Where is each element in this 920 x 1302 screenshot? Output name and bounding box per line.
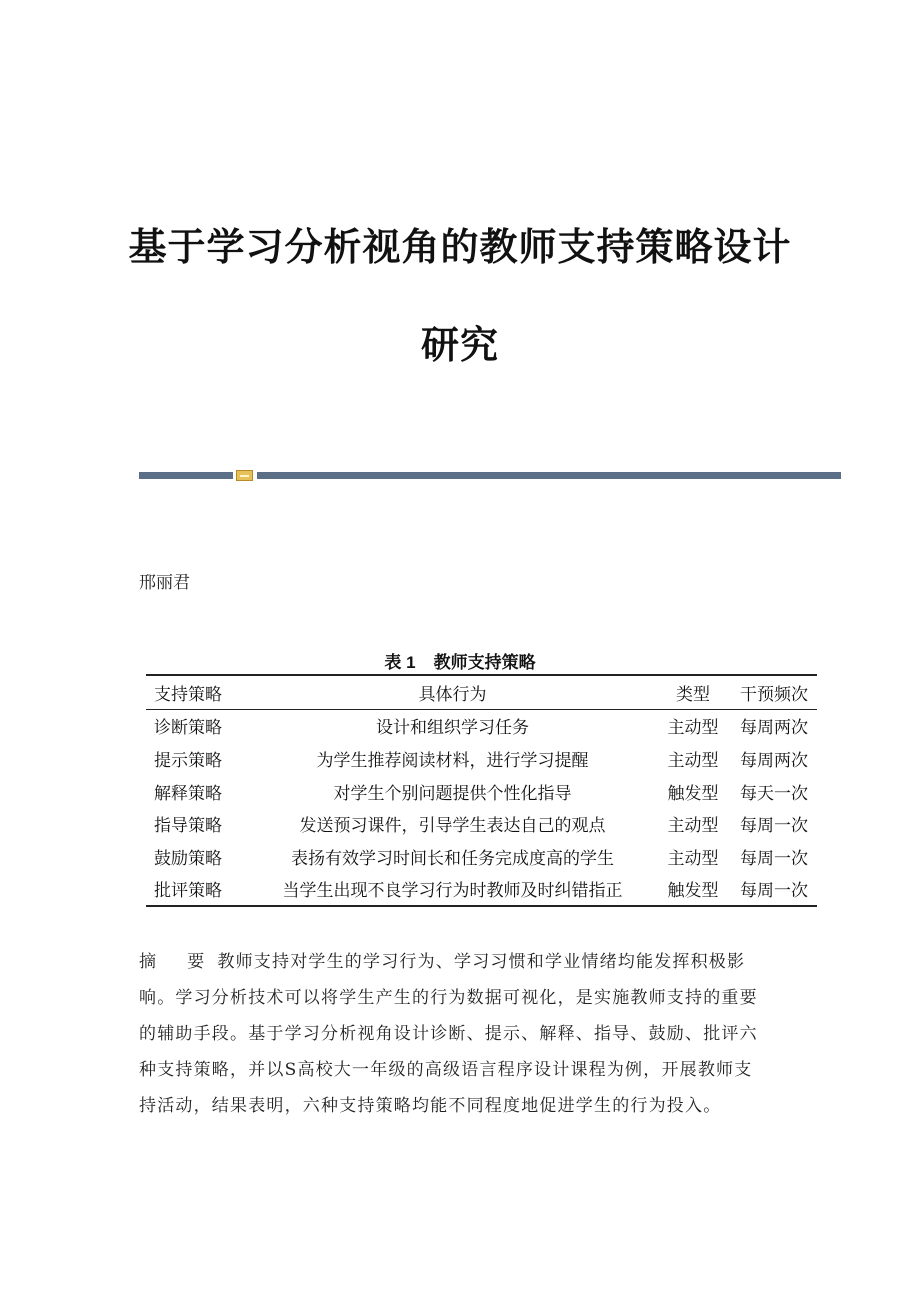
decorative-divider: [139, 470, 841, 480]
cell-strategy: 鼓励策略: [154, 848, 222, 869]
abstract-line: 持活动，结果表明，六种支持策略均能不同程度地促进学生的行为投入。: [139, 1096, 722, 1116]
strategy-table: [146, 674, 817, 907]
table-row: [146, 840, 817, 873]
cell-behavior: 设计和组织学习任务: [376, 718, 529, 739]
abstract-line: 种支持策略，并以S高校大一年级的高级语言程序设计课程为例，开展教师支: [139, 1060, 753, 1080]
page-title-line-1: 基于学习分析视角的教师支持策略设计: [128, 224, 792, 269]
cell-strategy: 批评策略: [154, 881, 222, 902]
table-row: [146, 807, 817, 840]
envelope-icon: [236, 470, 253, 481]
table-row: [146, 709, 817, 742]
cell-type: 触发型: [667, 881, 719, 902]
cell-behavior: 当学生出现不良学习行为时教师及时纠错指正: [282, 881, 623, 902]
cell-behavior: 为学生推荐阅读材料，进行学习提醒: [316, 750, 589, 771]
header-frequency: 干预频次: [740, 684, 808, 705]
cell-frequency: 每天一次: [740, 783, 808, 804]
divider-bar-right: [257, 472, 841, 479]
table-header-row: [146, 675, 817, 709]
table-caption-title: 教师支持策略: [433, 653, 536, 672]
cell-type: 主动型: [667, 750, 719, 771]
abstract: [139, 944, 779, 1124]
abstract-line: 的辅助手段。基于学习分析视角设计诊断、提示、解释、指导、鼓励、批评六: [139, 1024, 758, 1044]
abstract-label-1: 摘: [139, 952, 158, 972]
table-row: [146, 742, 817, 775]
table-row: [146, 775, 817, 808]
cell-frequency: 每周一次: [740, 848, 808, 869]
cell-strategy: 指导策略: [154, 816, 222, 837]
cell-behavior: 对学生个别问题提供个性化指导: [333, 783, 572, 804]
header-behavior: 具体行为: [418, 684, 487, 705]
divider-bar-left: [139, 472, 233, 479]
table-row: [146, 873, 817, 907]
cell-frequency: 每周一次: [740, 881, 808, 902]
page-title-line-2: 研究: [420, 322, 499, 367]
cell-strategy: 解释策略: [154, 783, 222, 804]
cell-frequency: 每周两次: [740, 718, 808, 739]
cell-strategy: 诊断策略: [154, 718, 222, 739]
header-type: 类型: [676, 684, 710, 705]
abstract-line: 响。学习分析技术可以将学生产生的行为数据可视化，是实施教师支持的重要: [139, 988, 758, 1008]
cell-type: 主动型: [667, 816, 719, 837]
cell-strategy: 提示策略: [154, 750, 222, 771]
cell-type: 主动型: [667, 848, 719, 869]
abstract-text: 教师支持对学生的学习行为、学习习惯和学业情绪均能发挥积极影: [217, 952, 746, 972]
table-caption-number: 表 1: [384, 653, 416, 672]
table-caption: [0, 648, 920, 673]
cell-behavior: 发送预习课件，引导学生表达自己的观点: [299, 816, 606, 837]
cell-behavior: 表扬有效学习时间长和任务完成度高的学生: [291, 848, 614, 869]
author-name: 邢丽君: [139, 573, 190, 593]
abstract-line: [139, 944, 779, 980]
header-strategy: 支持策略: [154, 684, 222, 705]
cell-frequency: 每周一次: [740, 816, 808, 837]
abstract-label-2: 要: [187, 952, 206, 972]
cell-type: 触发型: [667, 783, 719, 804]
cell-frequency: 每周两次: [740, 750, 808, 771]
cell-type: 主动型: [667, 718, 719, 739]
